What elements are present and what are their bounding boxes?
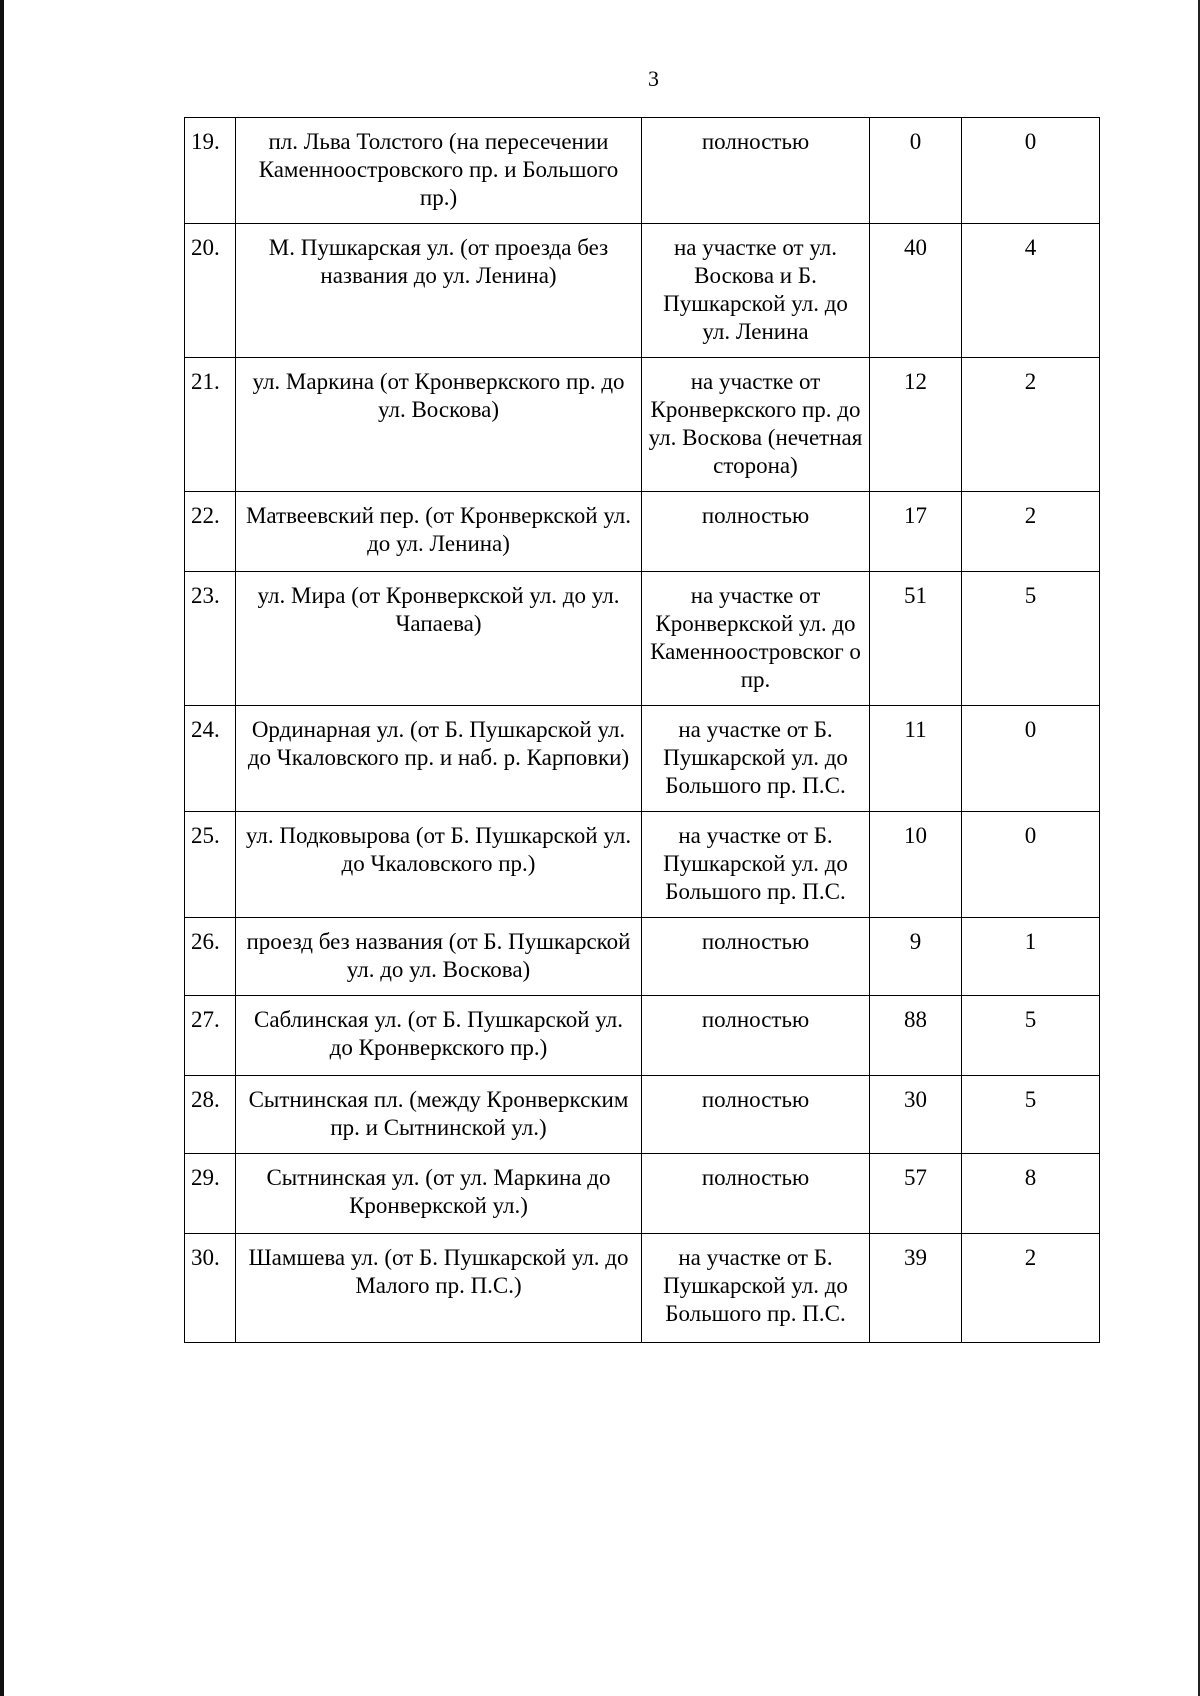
- street-name-cell: Сытнинская ул. (от ул. Маркина до Кронверкской ул.): [236, 1154, 642, 1234]
- value-2-cell: 2: [962, 492, 1100, 572]
- table-row: [185, 118, 1100, 224]
- table-row: [185, 224, 1100, 358]
- table-row: [185, 706, 1100, 812]
- row-number-cell: 29.: [185, 1154, 236, 1234]
- table-body: [185, 118, 1100, 1343]
- row-number-cell: 30.: [185, 1234, 236, 1343]
- value-1-cell: 9: [870, 918, 962, 996]
- extent-cell: на участке от Б. Пушкарской ул. до Большого пр. П.С.: [642, 706, 870, 812]
- value-1-cell: 30: [870, 1076, 962, 1154]
- street-name-cell: М. Пушкарская ул. (от проезда без названия до ул. Ленина): [236, 224, 642, 358]
- row-number-cell: 24.: [185, 706, 236, 812]
- extent-cell: полностью: [642, 118, 870, 224]
- extent-cell: полностью: [642, 918, 870, 996]
- streets-table: [184, 117, 1100, 1343]
- value-2-cell: 2: [962, 1234, 1100, 1343]
- street-name-cell: Шамшева ул. (от Б. Пушкарской ул. до Малого пр. П.С.): [236, 1234, 642, 1343]
- extent-cell: на участке от Б. Пушкарской ул. до Большого пр. П.С.: [642, 1234, 870, 1343]
- value-2-cell: 1: [962, 918, 1100, 996]
- row-number-cell: 20.: [185, 224, 236, 358]
- row-number-cell: 28.: [185, 1076, 236, 1154]
- extent-cell: на участке от Б. Пушкарской ул. до Большого пр. П.С.: [642, 812, 870, 918]
- row-number-cell: 27.: [185, 996, 236, 1076]
- value-1-cell: 51: [870, 572, 962, 706]
- value-1-cell: 40: [870, 224, 962, 358]
- value-2-cell: 2: [962, 358, 1100, 492]
- table-row: [185, 572, 1100, 706]
- row-number-cell: 26.: [185, 918, 236, 996]
- table-row: [185, 812, 1100, 918]
- value-2-cell: 0: [962, 706, 1100, 812]
- street-name-cell: ул. Мира (от Кронверкской ул. до ул. Чапаева): [236, 572, 642, 706]
- extent-cell: полностью: [642, 492, 870, 572]
- table-row: [185, 996, 1100, 1076]
- table-row: [185, 918, 1100, 996]
- row-number-cell: 23.: [185, 572, 236, 706]
- street-name-cell: ул. Маркина (от Кронверкского пр. до ул. Воскова): [236, 358, 642, 492]
- extent-cell: на участке от Кронверкской ул. до Каменноостровског о пр.: [642, 572, 870, 706]
- value-1-cell: 88: [870, 996, 962, 1076]
- table-row: [185, 1234, 1100, 1343]
- value-2-cell: 0: [962, 812, 1100, 918]
- value-1-cell: 39: [870, 1234, 962, 1343]
- scan-border-left: [0, 0, 4, 1696]
- street-name-cell: ул. Подковырова (от Б. Пушкарской ул. до Чкаловского пр.): [236, 812, 642, 918]
- value-2-cell: 5: [962, 996, 1100, 1076]
- table-row: [185, 492, 1100, 572]
- page-number: 3: [648, 66, 659, 91]
- extent-cell: на участке от Кронверкского пр. до ул. Воскова (нечетная сторона): [642, 358, 870, 492]
- extent-cell: полностью: [642, 1154, 870, 1234]
- value-2-cell: 5: [962, 572, 1100, 706]
- value-2-cell: 4: [962, 224, 1100, 358]
- table-row: [185, 1154, 1100, 1234]
- extent-cell: полностью: [642, 1076, 870, 1154]
- value-1-cell: 12: [870, 358, 962, 492]
- extent-cell: на участке от ул. Воскова и Б. Пушкарской ул. до ул. Ленина: [642, 224, 870, 358]
- table-row: [185, 358, 1100, 492]
- row-number-cell: 22.: [185, 492, 236, 572]
- value-2-cell: 8: [962, 1154, 1100, 1234]
- value-1-cell: 57: [870, 1154, 962, 1234]
- table-row: [185, 1076, 1100, 1154]
- value-2-cell: 0: [962, 118, 1100, 224]
- street-name-cell: Ординарная ул. (от Б. Пушкарской ул. до Чкаловского пр. и наб. р. Карповки): [236, 706, 642, 812]
- extent-cell: полностью: [642, 996, 870, 1076]
- row-number-cell: 25.: [185, 812, 236, 918]
- street-name-cell: Саблинская ул. (от Б. Пушкарской ул. до Кронверкского пр.): [236, 996, 642, 1076]
- row-number-cell: 19.: [185, 118, 236, 224]
- street-name-cell: Матвеевский пер. (от Кронверкской ул. до ул. Ленина): [236, 492, 642, 572]
- value-1-cell: 10: [870, 812, 962, 918]
- row-number-cell: 21.: [185, 358, 236, 492]
- street-name-cell: проезд без названия (от Б. Пушкарской ул. до ул. Воскова): [236, 918, 642, 996]
- value-2-cell: 5: [962, 1076, 1100, 1154]
- value-1-cell: 17: [870, 492, 962, 572]
- street-name-cell: Сытнинская пл. (между Кронверкским пр. и Сытнинской ул.): [236, 1076, 642, 1154]
- street-name-cell: пл. Льва Толстого (на пересечении Каменноостровского пр. и Большого пр.): [236, 118, 642, 224]
- value-1-cell: 11: [870, 706, 962, 812]
- value-1-cell: 0: [870, 118, 962, 224]
